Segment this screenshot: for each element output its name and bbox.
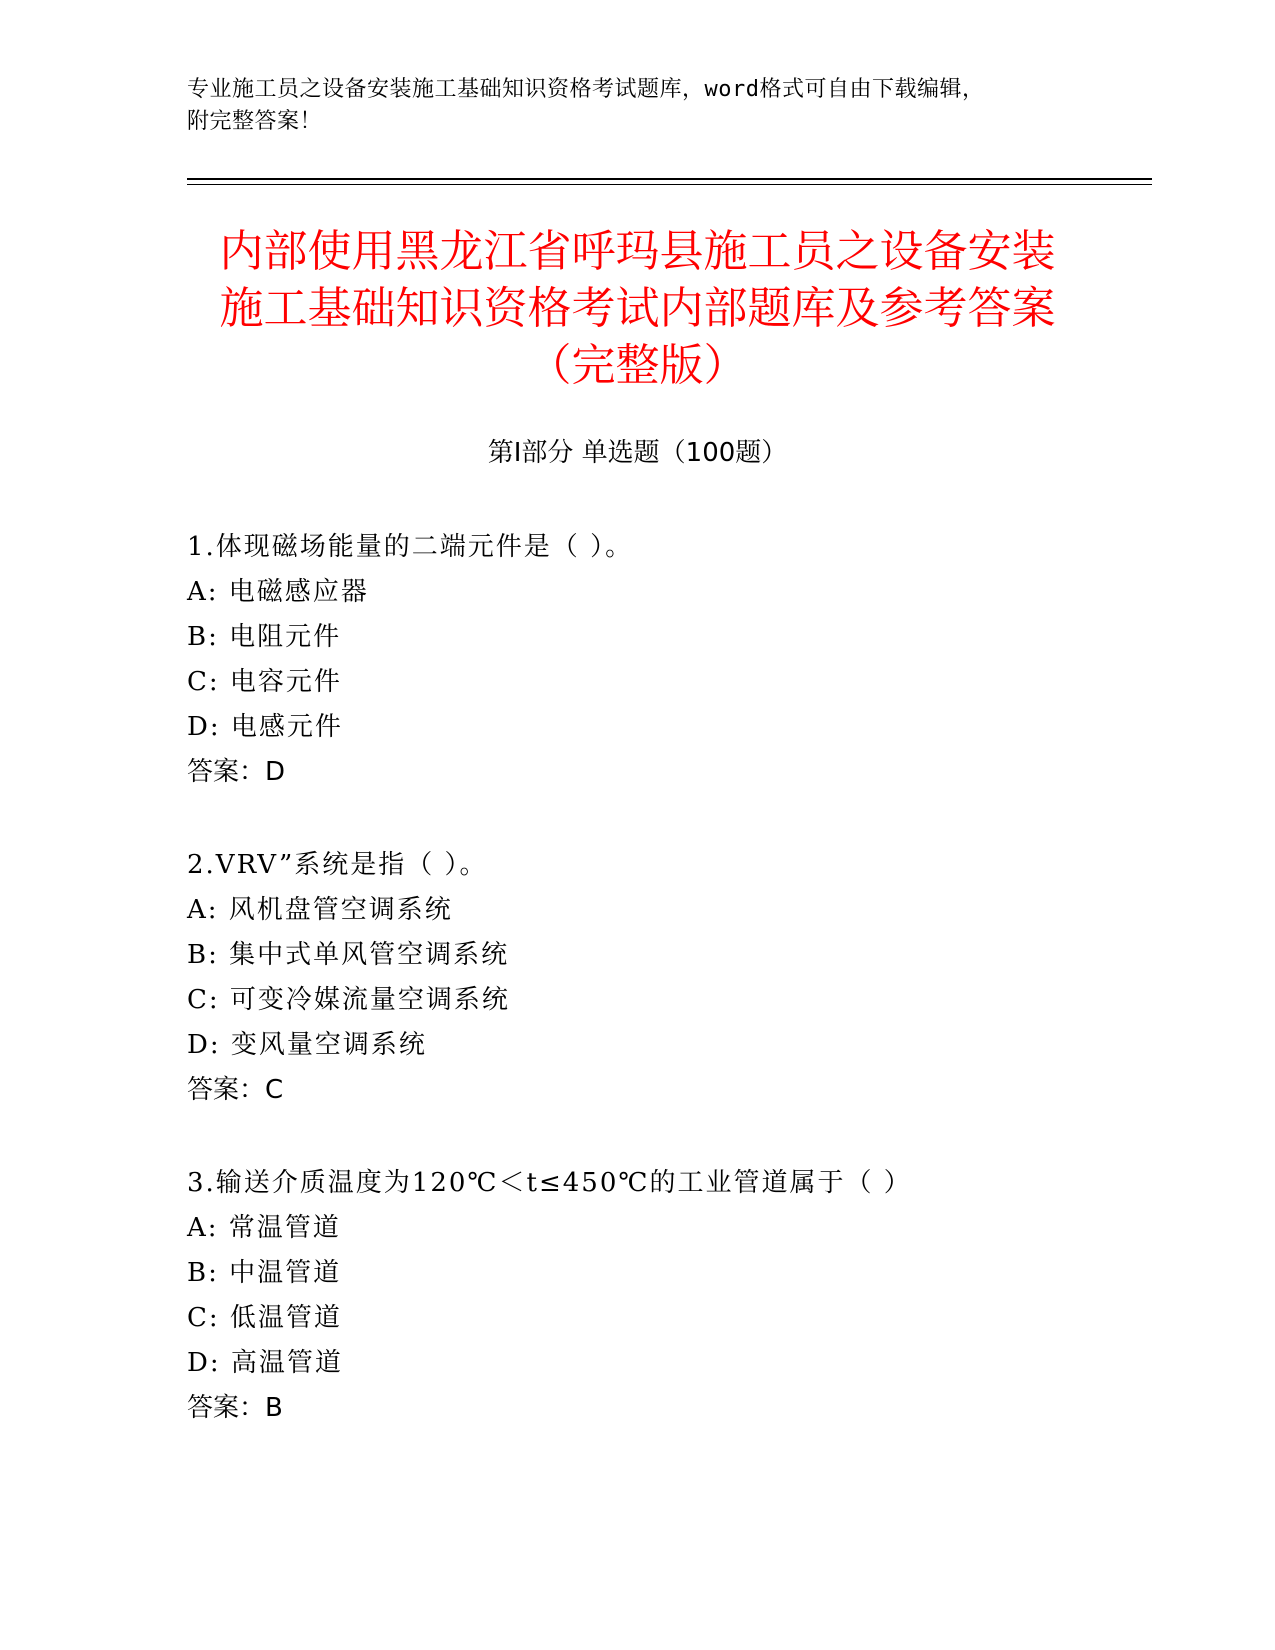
- question-2: [187, 843, 1187, 1113]
- header-note-line-2: 附完整答案！: [187, 109, 323, 134]
- document-title: [150, 223, 1125, 394]
- option-d: D: 变风量空调系统: [187, 1030, 427, 1060]
- option-a: A: 电磁感应器: [187, 577, 369, 607]
- header-divider-thick: [187, 178, 1152, 180]
- option-d: D: 高温管道: [187, 1348, 343, 1378]
- document-title-line-2: 施工基础知识资格考试内部题库及参考答案: [219, 283, 1056, 334]
- option-a: A: 风机盘管空调系统: [187, 895, 453, 925]
- option-b: B: 电阻元件: [187, 622, 342, 652]
- option-a: A: 常温管道: [187, 1213, 341, 1243]
- header-note-line-1: 专业施工员之设备安装施工基础知识资格考试题库，word格式可自由下载编辑，: [187, 77, 985, 102]
- question-stem: 1.体现磁场能量的二端元件是（ ）。: [187, 532, 634, 562]
- header-divider-thin: [187, 184, 1152, 185]
- section-heading: 第Ⅰ部分 单选题（100题）: [487, 438, 788, 468]
- document-title-line-1: 内部使用黑龙江省呼玛县施工员之设备安装: [219, 226, 1056, 277]
- option-c: C: 可变冷媒流量空调系统: [187, 985, 510, 1015]
- question-stem: 3.输送介质温度为120℃＜t≤450℃的工业管道属于（ ）: [187, 1168, 912, 1198]
- answer: 答案：D: [187, 757, 286, 787]
- header-note: [187, 74, 1087, 138]
- question-stem: 2.VRV”系统是指（ ）。: [187, 850, 488, 880]
- option-c: C: 电容元件: [187, 667, 342, 697]
- option-b: B: 集中式单风管空调系统: [187, 940, 510, 970]
- question-3: [187, 1161, 1187, 1431]
- option-d: D: 电感元件: [187, 712, 343, 742]
- question-1: [187, 525, 1187, 795]
- answer: 答案：C: [187, 1075, 284, 1105]
- document-title-line-3: （完整版）: [527, 340, 748, 391]
- option-c: C: 低温管道: [187, 1303, 342, 1333]
- answer: 答案：B: [187, 1393, 283, 1423]
- option-b: B: 中温管道: [187, 1258, 342, 1288]
